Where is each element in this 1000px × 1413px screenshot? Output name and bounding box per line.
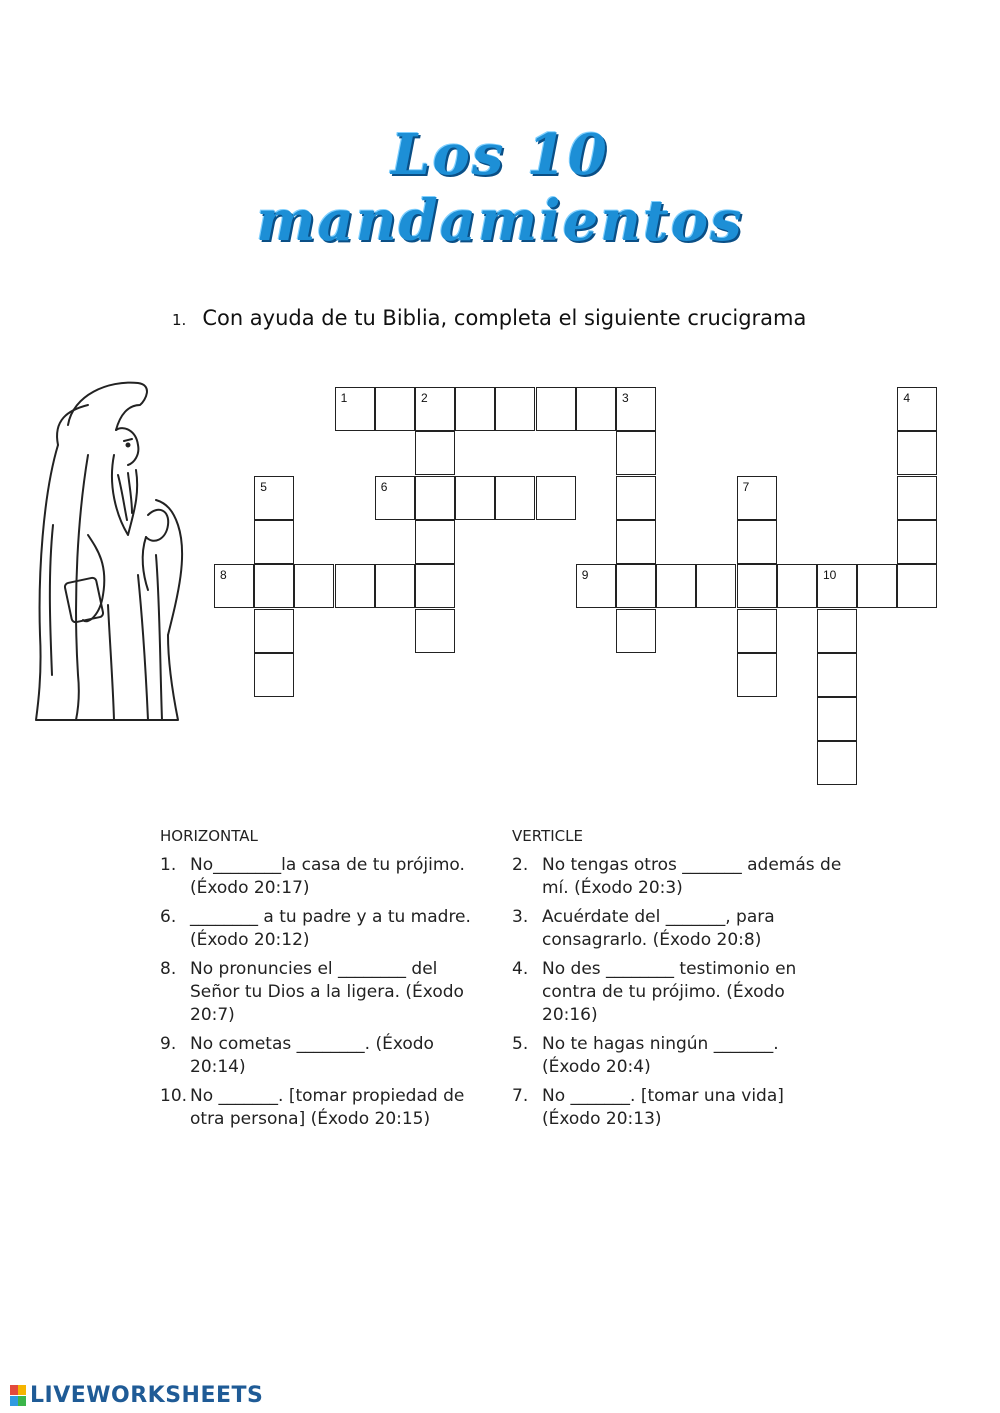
crossword-cell[interactable] <box>415 387 455 431</box>
crossword-letter-input[interactable] <box>778 565 816 607</box>
crossword-cell[interactable] <box>536 476 576 520</box>
crossword-letter-input[interactable] <box>738 610 776 652</box>
liveworksheets-logo-icon <box>10 1385 26 1407</box>
vertical-header: VERTICLE <box>512 827 583 845</box>
clue-item <box>160 854 480 900</box>
clue-number: 10. <box>160 1086 188 1106</box>
crossword-clue-number: 6 <box>380 479 388 494</box>
crossword-cell[interactable] <box>616 431 656 475</box>
vertical-clues <box>512 825 842 1137</box>
crossword-letter-input[interactable] <box>617 477 655 519</box>
clue-item <box>512 1033 842 1079</box>
crossword-letter-input[interactable] <box>537 477 575 519</box>
clue-item <box>160 906 480 952</box>
crossword-letter-input[interactable] <box>255 565 293 607</box>
crossword-cell[interactable] <box>254 653 294 697</box>
clue-item <box>160 1033 480 1079</box>
crossword-letter-input[interactable] <box>336 388 374 430</box>
crossword-cell[interactable] <box>415 609 455 653</box>
crossword-cell[interactable] <box>415 564 455 608</box>
page-title-line-2: mandamientos <box>256 188 744 254</box>
crossword-letter-input[interactable] <box>416 432 454 474</box>
crossword-cell[interactable] <box>335 564 375 608</box>
crossword-cell[interactable] <box>897 476 937 520</box>
crossword-letter-input[interactable] <box>898 388 936 430</box>
crossword-cell[interactable] <box>335 387 375 431</box>
clue-item <box>160 958 480 1027</box>
crossword-letter-input[interactable] <box>617 388 655 430</box>
crossword-letter-input[interactable] <box>818 698 856 740</box>
clue-text: No te hagas ningún _______. (Éxodo 20:4) <box>542 1034 779 1077</box>
clue-number: 8. <box>160 959 177 979</box>
crossword-cell[interactable] <box>375 476 415 520</box>
crossword-cell[interactable] <box>576 387 616 431</box>
crossword-cell[interactable] <box>375 387 415 431</box>
crossword-cell[interactable] <box>254 609 294 653</box>
crossword-cell[interactable] <box>777 564 817 608</box>
crossword-clue-number: 4 <box>903 391 911 405</box>
clue-text: No _______. [tomar propiedad de otra persona] (Éxodo 20:15) <box>190 1086 465 1129</box>
clue-text: No des ________ testimonio en contra de tu prójimo. (Éxodo 20:16) <box>542 959 797 1025</box>
crossword-cell[interactable] <box>495 476 535 520</box>
crossword-cell[interactable] <box>495 387 535 431</box>
crossword-letter-input[interactable] <box>215 565 253 607</box>
clue-item <box>512 906 842 952</box>
clue-text: No tengas otros _______ además de mí. (Éxodo 20:3) <box>542 855 842 898</box>
crossword-letter-input[interactable] <box>697 565 735 607</box>
crossword-letter-input[interactable] <box>456 477 494 519</box>
crossword-cell[interactable] <box>455 476 495 520</box>
crossword-cell[interactable] <box>254 476 294 520</box>
horizontal-clues <box>160 825 480 1137</box>
crossword-letter-input[interactable] <box>577 565 615 607</box>
clue-text: ________ a tu padre y a tu madre. (Éxodo 20:12) <box>190 907 471 950</box>
crossword-letter-input[interactable] <box>255 610 293 652</box>
crossword-cell[interactable] <box>817 609 857 653</box>
instruction <box>172 306 806 330</box>
crossword-letter-input[interactable] <box>255 521 293 563</box>
crossword-letter-input[interactable] <box>295 565 333 607</box>
crossword-cell[interactable] <box>616 609 656 653</box>
crossword-cell[interactable] <box>817 653 857 697</box>
crossword-letter-input[interactable] <box>617 565 655 607</box>
crossword-cell[interactable] <box>254 564 294 608</box>
crossword-cell[interactable] <box>897 520 937 564</box>
clue-number: 7. <box>512 1086 529 1106</box>
crossword-letter-input[interactable] <box>818 565 856 607</box>
footer-brand-text: LIVEWORKSHEETS <box>30 1383 264 1408</box>
crossword-letter-input[interactable] <box>738 477 776 519</box>
clue-item <box>512 1085 842 1131</box>
clue-text: No________la casa de tu prójimo. (Éxodo 20:17) <box>190 855 465 898</box>
clue-item <box>512 958 842 1027</box>
crossword-letter-input[interactable] <box>416 388 454 430</box>
crossword-letter-input[interactable] <box>617 610 655 652</box>
crossword-cell[interactable] <box>817 564 857 608</box>
crossword-cell[interactable] <box>817 741 857 785</box>
crossword-clue-number: 10 <box>823 568 837 583</box>
crossword-cell[interactable] <box>375 564 415 608</box>
clue-text: No cometas ________. (Éxodo 20:14) <box>190 1034 434 1077</box>
crossword-letter-input[interactable] <box>657 565 695 607</box>
crossword-letter-input[interactable] <box>336 565 374 607</box>
crossword-cell[interactable] <box>737 476 777 520</box>
crossword-cell[interactable] <box>576 564 616 608</box>
crossword-cell[interactable] <box>737 609 777 653</box>
crossword-cell[interactable] <box>214 564 254 608</box>
crossword-cell[interactable] <box>737 520 777 564</box>
crossword-cell[interactable] <box>737 653 777 697</box>
clue-number: 6. <box>160 907 177 927</box>
crossword-cell[interactable] <box>696 564 736 608</box>
crossword-letter-input[interactable] <box>898 565 936 607</box>
crossword-letter-input[interactable] <box>898 477 936 519</box>
crossword-cell[interactable] <box>857 564 897 608</box>
crossword-cell[interactable] <box>455 387 495 431</box>
clue-text: Acuérdate del _______, para consagrarlo. (Éxodo 20:8) <box>542 907 775 950</box>
clue-number: 3. <box>512 907 529 927</box>
crossword-letter-input[interactable] <box>858 565 896 607</box>
crossword-letter-input[interactable] <box>738 565 776 607</box>
crossword-cell[interactable] <box>294 564 334 608</box>
clue-number: 4. <box>512 959 529 979</box>
crossword-cell[interactable] <box>897 431 937 475</box>
crossword-letter-input[interactable] <box>496 477 534 519</box>
crossword-letter-input[interactable] <box>255 477 293 519</box>
crossword-clue-number: 9 <box>581 568 589 583</box>
crossword-letter-input[interactable] <box>898 432 936 474</box>
crossword-cell[interactable] <box>415 476 455 520</box>
crossword-clue-number: 5 <box>260 479 267 494</box>
crossword-letter-input[interactable] <box>617 432 655 474</box>
crossword-cell[interactable] <box>254 520 294 564</box>
crossword-letter-input[interactable] <box>255 654 293 696</box>
crossword-cell[interactable] <box>616 520 656 564</box>
instruction-text: Con ayuda de tu Biblia, completa el siguiente crucigrama <box>202 306 807 330</box>
crossword-letter-input[interactable] <box>898 521 936 563</box>
crossword-letter-input[interactable] <box>818 742 856 784</box>
crossword-letter-input[interactable] <box>738 521 776 563</box>
crossword-cell[interactable] <box>536 387 576 431</box>
crossword-letter-input[interactable] <box>376 388 414 430</box>
horizontal-header: HORIZONTAL <box>160 827 258 845</box>
crossword-cell[interactable] <box>616 564 656 608</box>
crossword-letter-input[interactable] <box>818 610 856 652</box>
crossword-letter-input[interactable] <box>456 388 494 430</box>
instruction-number: 1. <box>172 311 187 329</box>
crossword-cell[interactable] <box>415 520 455 564</box>
crossword-clue-number: 7 <box>742 479 750 494</box>
crossword-letter-input[interactable] <box>537 388 575 430</box>
clue-item <box>160 1085 480 1131</box>
moses-figure-icon <box>28 375 198 730</box>
crossword-letter-input[interactable] <box>818 654 856 696</box>
crossword-letter-input[interactable] <box>416 565 454 607</box>
crossword-cell[interactable] <box>616 476 656 520</box>
crossword-letter-input[interactable] <box>617 521 655 563</box>
crossword-letter-input[interactable] <box>376 565 414 607</box>
clue-item <box>512 854 842 900</box>
page-title-line-1: Los 10 <box>391 122 609 188</box>
clue-number: 2. <box>512 855 529 875</box>
crossword-letter-input[interactable] <box>738 654 776 696</box>
clue-text: No pronuncies el ________ del Señor tu Dios a la ligera. (Éxodo 20:7) <box>190 959 464 1025</box>
crossword-cell[interactable] <box>415 431 455 475</box>
clue-text: No _______. [tomar una vida] (Éxodo 20:13) <box>542 1086 784 1129</box>
crossword-cell[interactable] <box>737 564 777 608</box>
crossword-letter-input[interactable] <box>416 521 454 563</box>
crossword-clue-number: 8 <box>220 568 227 583</box>
crossword-cell[interactable] <box>897 564 937 608</box>
crossword-letter-input[interactable] <box>416 610 454 652</box>
crossword-clue-number: 2 <box>421 391 428 405</box>
clue-number: 9. <box>160 1034 177 1054</box>
crossword-cell[interactable] <box>817 697 857 741</box>
clue-number: 5. <box>512 1034 529 1054</box>
crossword-cell[interactable] <box>897 387 937 431</box>
crossword-cell[interactable] <box>616 387 656 431</box>
crossword-letter-input[interactable] <box>416 477 454 519</box>
crossword-letter-input[interactable] <box>496 388 534 430</box>
crossword-clue-number: 3 <box>622 391 629 405</box>
crossword-letter-input[interactable] <box>577 388 615 430</box>
crossword-letter-input[interactable] <box>376 477 414 519</box>
footer-brand <box>10 1383 263 1408</box>
clue-number: 1. <box>160 855 177 875</box>
crossword-clue-number: 1 <box>340 391 348 405</box>
crossword-cell[interactable] <box>656 564 696 608</box>
